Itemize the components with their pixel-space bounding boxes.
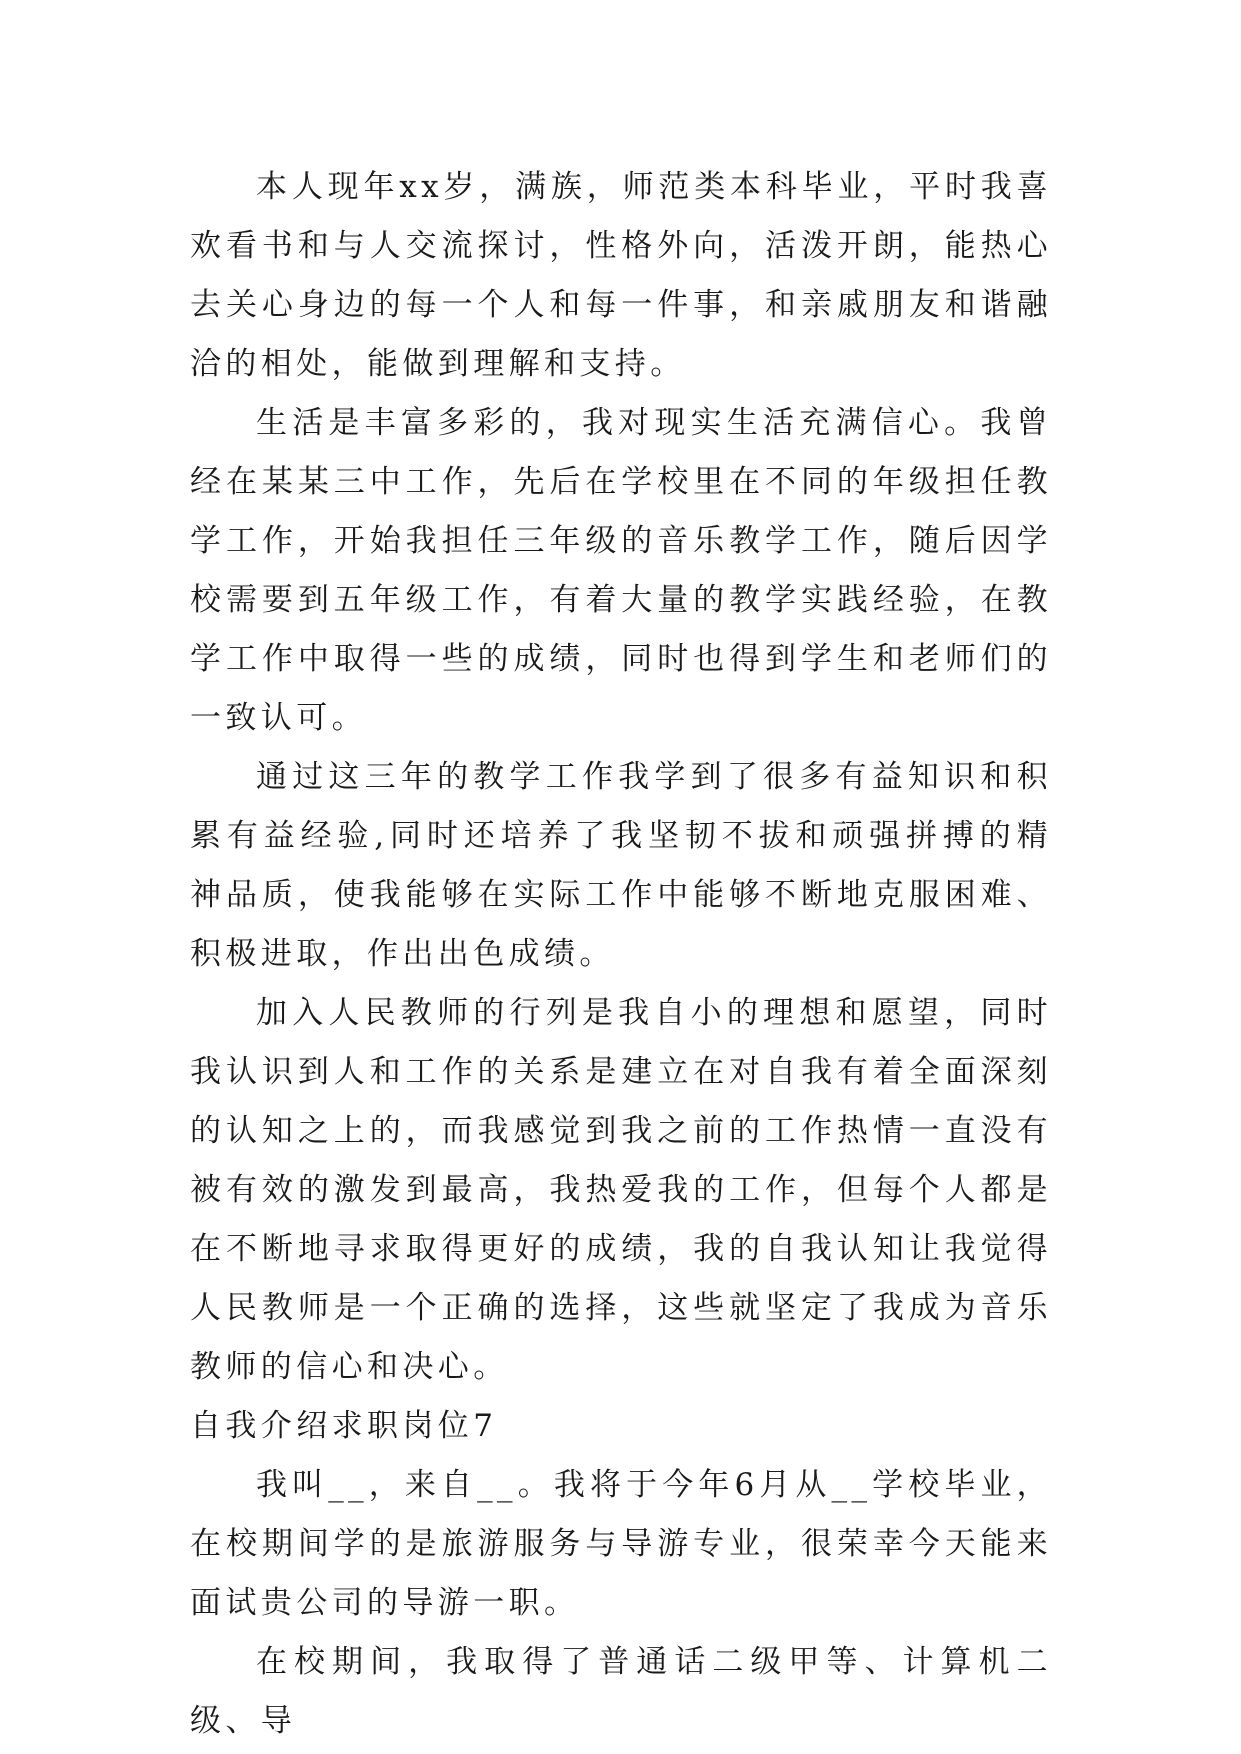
- paragraph-certificates: 在校期间，我取得了普通话二级甲等、计算机二级、导: [190, 1644, 1052, 1739]
- section-heading: 自我介绍求职岗位7: [190, 1408, 498, 1444]
- paragraph-motivation: 加入人民教师的行列是我自小的理想和愿望，同时我认识到人和工作的关系是建立在对自我有着全面深刻的认知之上的，而我感觉到我之前的工作热情一直没有被有效的激发到最高，我热爱我的工作，但每个人都是在不断地寻求取得更好的成绩，我的自我认知让我觉得人民教师是一个正确的选择，这些就坚定了我成为音乐教师的信心和决心。: [190, 995, 1052, 1385]
- paragraph-gains: 通过这三年的教学工作我学到了很多有益知识和积累有益经验,同时还培养了我坚韧不拔和顽强拼搏的精神品质，使我能够在实际工作中能够不断地克服困难、积极进取，作出出色成绩。: [190, 759, 1052, 972]
- document-page: [190, 158, 1052, 1751]
- paragraph-personal-intro: 本人现年xx岁，满族，师范类本科毕业，平时我喜欢看书和与人交流探讨，性格外向，活泼开朗，能热心去关心身边的每一个人和每一件事，和亲戚朋友和谐融洽的相处，能做到理解和支持。: [190, 169, 1052, 382]
- paragraph-work-experience: 生活是丰富多彩的，我对现实生活充满信心。我曾经在某某三中工作，先后在学校里在不同的年级担任教学工作，开始我担任三年级的音乐教学工作，随后因学校需要到五年级工作，有着大量的教学实践经验，在教学工作中取得一些的成绩，同时也得到学生和老师们的一致认可。: [190, 405, 1052, 736]
- paragraph-tour-guide-intro: 我叫__，来自__。我将于今年6月从__学校毕业，在校期间学的是旅游服务与导游专业，很荣幸今天能来面试贵公司的导游一职。: [190, 1467, 1052, 1621]
